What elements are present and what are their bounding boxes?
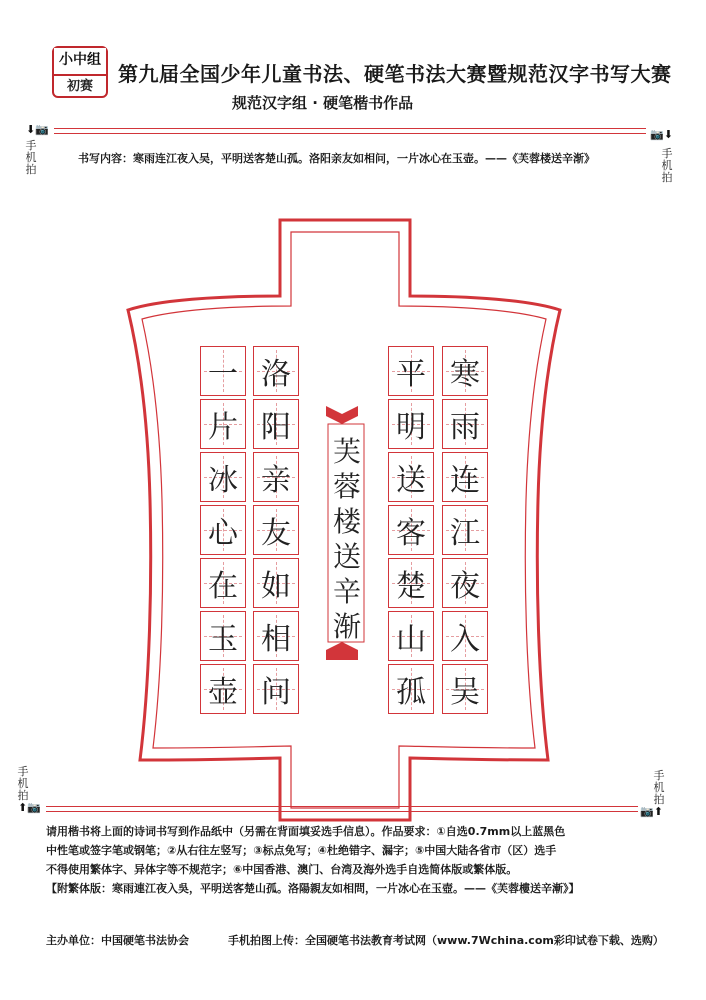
upload-camera-icon: ⬆📷 [18,801,41,814]
instruction-line: 中性笔或签字笔或钢笔；②从右往左竖写；③标点免写；④杜绝错字、漏字；⑤中国大陆各省市（区）选手 [46,844,557,857]
char-cell: 吴 [442,664,488,714]
phone-photo-label-bottom-left: 手 机 拍 [17,765,29,802]
char-cell: 片 [200,399,246,449]
category-subtitle: 规范汉字组 · 硬笔楷书作品 [232,94,414,112]
title-char: 楼 [332,505,361,538]
title-char: 送 [332,540,361,573]
instruction-line: 请用楷书将上面的诗词书写到作品纸中（另需在背面填妥选手信息）。作品要求：①自选0.7mm以上蓝黑色 [46,825,566,838]
char-cell: 明 [388,399,434,449]
competition-title: 第九届全国少年儿童书法、硬笔书法大赛暨规范汉字书写大赛 [118,62,672,86]
char-cell: 阳 [253,399,299,449]
writing-content: 书写内容：寒雨连江夜入吴，平明送客楚山孤。洛阳亲友如相问，一片冰心在玉壶。——《芙蓉楼送辛渐》 [78,152,595,165]
char-cell: 连 [442,452,488,502]
char-cell: 相 [253,611,299,661]
instructions-block [46,822,666,898]
title-char: 辛 [332,575,361,608]
round-label: 初赛 [66,79,93,94]
char-cell: 问 [253,664,299,714]
char-cell: 玉 [200,611,246,661]
organizer-label: 主办单位：中国硬笔书法协会 [46,934,189,947]
bottom-rule [46,806,638,812]
char-cell: 寒 [442,346,488,396]
char-cell: 孤 [388,664,434,714]
phone-photo-label-top-right: 手 机 拍 [661,147,673,184]
char-cell: 心 [200,505,246,555]
download-camera-icon: ⬇📷 [26,123,49,136]
camera-download-icon: 📷⬇ [650,128,673,141]
instruction-line: 不得使用繁体字、异体字等不规范字；⑥中国香港、澳门、台湾及海外选手自选简体版或繁体版。 [46,863,518,876]
char-cell: 江 [442,505,488,555]
title-char: 蓉 [332,470,361,503]
instruction-line: 【附繁体版：寒雨連江夜入吳，平明送客楚山孤。洛陽親友如相問，一片冰心在玉壺。——《芙蓉樓送辛漸》】 [46,882,580,895]
char-cell: 入 [442,611,488,661]
char-cell: 客 [388,505,434,555]
char-cell: 友 [253,505,299,555]
char-cell: 夜 [442,558,488,608]
char-cell: 山 [388,611,434,661]
phone-photo-label-bottom-right: 手 机 拍 [653,769,665,806]
char-cell: 送 [388,452,434,502]
char-cell: 一 [200,346,246,396]
char-cell: 亲 [253,452,299,502]
phone-photo-label-top-left: 手 机 拍 [25,139,37,176]
char-cell: 壶 [200,664,246,714]
title-char: 渐 [332,610,361,643]
char-cell: 如 [253,558,299,608]
char-cell: 楚 [388,558,434,608]
upload-info: 手机拍图上传：全国硬笔书法教育考试网（www.7Wchina.com彩印试卷下载、选购） [228,934,664,947]
char-cell: 在 [200,558,246,608]
title-char: 芙 [332,435,361,468]
char-cell: 平 [388,346,434,396]
camera-upload-icon: 📷⬆ [640,805,663,818]
group-label: 小中组 [54,48,106,76]
char-cell: 冰 [200,452,246,502]
char-cell: 洛 [253,346,299,396]
char-cell: 雨 [442,399,488,449]
